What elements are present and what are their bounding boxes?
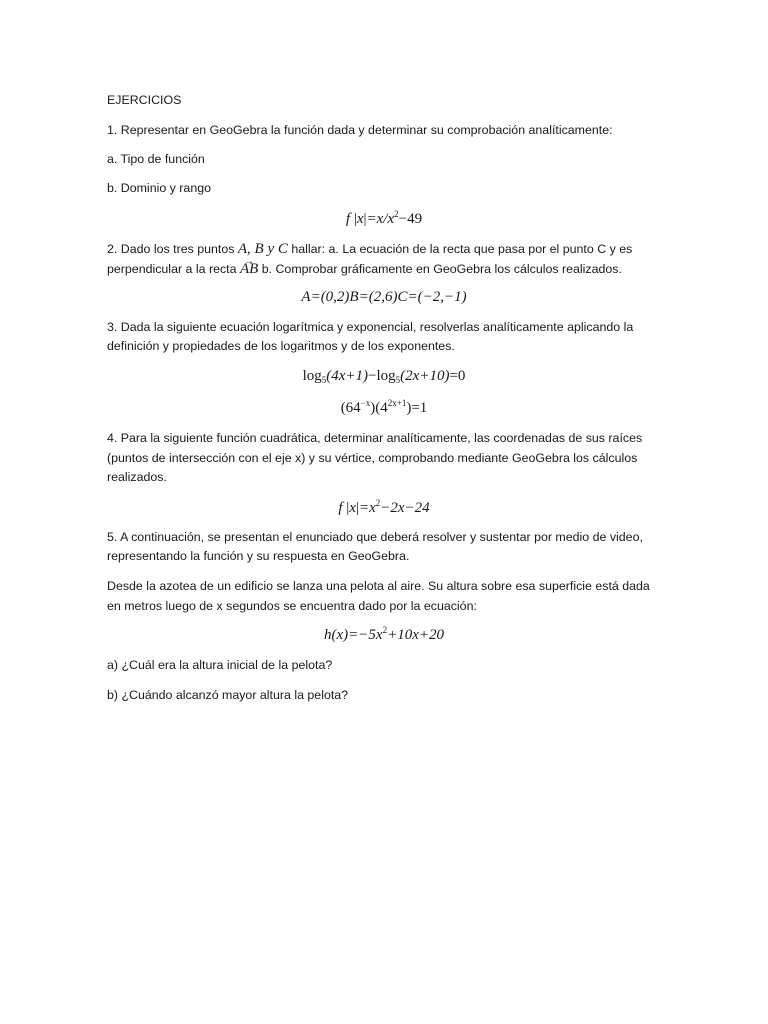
point-b-label: B: [254, 241, 264, 257]
log-1: log: [302, 368, 322, 384]
exercise-3-line-1: 3. Dada la siguiente ecuación logarítmica y exponencial, resolverlas analíticamente aplicando la: [107, 320, 634, 334]
exp-open: (64: [340, 400, 361, 416]
exp-1: −x: [360, 398, 371, 408]
ex2-points-value: A=(0,2)B=(2,6)C=(−2,−1): [301, 289, 467, 305]
log-1-arg: (4x+1): [326, 368, 369, 384]
log-rhs: =0: [449, 368, 466, 384]
question-b: b) ¿Cuándo alcanzó mayor altura la pelota?: [107, 688, 349, 702]
problem-line-1: Desde la azotea de un edificio se lanza una pelota al aire. Su altura sobre esa superficie está dada: [107, 579, 650, 593]
exercise-1-statement: 1. Representar en GeoGebra la función dada y determinar su comprobación analíticamente:: [107, 123, 613, 137]
segment-ab-label: → AB: [240, 262, 258, 277]
eq1-var: x: [356, 211, 364, 227]
exercise-1-item-a: a. Tipo de función: [107, 152, 205, 166]
eq1-rhs-tail: −49: [398, 211, 423, 227]
ex2-conj: y: [263, 241, 278, 257]
exercise-4-line-2: (puntos de intersección con el eje x) y su vértice, comprobando mediante GeoGebra los cálculos: [107, 451, 638, 465]
log-1-base: 5: [321, 375, 327, 385]
exercise-1-item-b: b. Dominio y rango: [107, 181, 211, 195]
exercise-2-line-1: [107, 242, 632, 257]
point-c-label: C: [277, 241, 288, 257]
exercise-2-points: [0, 288, 768, 306]
eq5-rhs-tail: +10x+20: [387, 627, 444, 643]
exercise-2-line-2: [107, 262, 622, 277]
log-2-arg: (2x+10): [400, 368, 450, 384]
eq1-bar-left: |: [353, 211, 357, 227]
exercise-5-equation: [0, 626, 768, 644]
eq5-lhs: h(x)=−5x: [324, 627, 383, 643]
eq4-var: x: [349, 500, 356, 516]
problem-line-2: en metros luego de x segundos se encuentra dado por la ecuación:: [107, 599, 477, 613]
exercise-3-line-2: definición y propiedades de los logaritmos y de los exponentes.: [107, 339, 455, 353]
exercise-5-line-1: 5. A continuación, se presentan el enunciado que deberá resolver y sustentar por medio de video,: [107, 530, 643, 544]
exercise-4-line-1: 4. Para la siguiente función cuadrática, determinar analíticamente, las coordenadas de sus raíces: [107, 431, 643, 445]
eq4-bar-right: |: [355, 500, 359, 516]
log-minus: −: [368, 368, 377, 384]
eq4-rhs-head: =x: [358, 500, 376, 516]
ex2-line2-end: b. Comprobar gráficamente en GeoGebra los cálculos realizados.: [258, 262, 622, 276]
exercise-3-exp-equation: [0, 399, 768, 417]
ex2-line1-start: 2. Dado los tres puntos: [107, 242, 238, 256]
eq1-lhs: f: [345, 211, 351, 227]
ex2-line1-end: hallar: a. La ecuación de la recta que pasa por el punto C y es: [287, 242, 633, 256]
page-title: EJERCICIOS: [107, 93, 182, 107]
log-2: log: [376, 368, 396, 384]
ex2-line2-start: perpendicular a la recta: [107, 262, 240, 276]
exercise-3-log-equation: [0, 367, 768, 385]
exp-close: )=1: [406, 400, 428, 416]
eq1-exponent: 2: [394, 209, 399, 219]
exercise-1-equation: [0, 210, 768, 228]
eq4-rhs-tail: −2x−24: [380, 500, 430, 516]
eq1-rhs-head: =x/x: [366, 211, 395, 227]
log-2-base: 5: [395, 375, 401, 385]
exp-mid: )(4: [370, 400, 388, 416]
eq5-exponent: 2: [382, 625, 388, 635]
eq4-bar-left: |: [346, 500, 350, 516]
point-a-label: A: [237, 241, 248, 257]
ex2-sep: ,: [247, 241, 255, 257]
exercise-5-line-2: representando la función y su respuesta en GeoGebra.: [107, 549, 410, 563]
eq4-exponent: 2: [375, 498, 381, 508]
exercise-4-line-3: realizados.: [107, 470, 167, 484]
exercise-4-equation: [0, 499, 768, 517]
eq1-bar-right: |: [363, 211, 367, 227]
eq4-lhs: f: [338, 500, 343, 516]
question-a: a) ¿Cuál era la altura inicial de la pelota?: [107, 658, 333, 672]
exp-2: 2x+1: [387, 398, 407, 408]
